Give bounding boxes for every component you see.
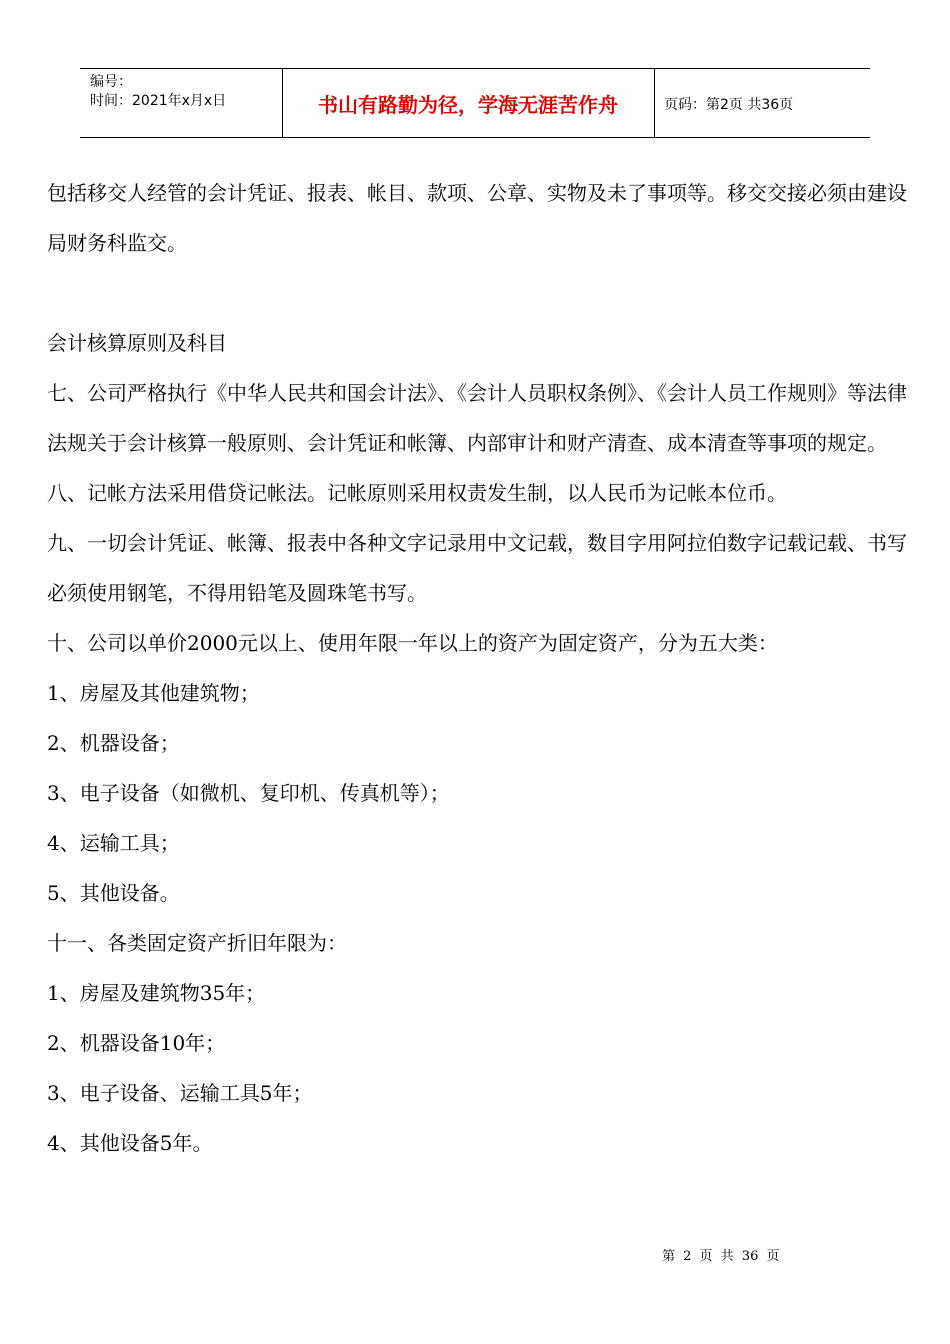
asset-category-1: 1、房屋及其他建筑物；	[47, 681, 260, 705]
asset-category-3: 3、电子设备（如微机、复印机、传真机等）；	[47, 781, 450, 805]
blank-line	[47, 268, 907, 318]
paragraph-9: 九、一切会计凭证、帐簿、报表中各种文字记录用中文记载，数目字用阿拉伯数字记载记载、书写必须使用钢笔，不得用铅笔及圆珠笔书写。	[47, 531, 907, 605]
page-header	[80, 68, 870, 138]
header-meta	[90, 73, 280, 111]
page-footer-number: 第 2 页 共 36 页	[662, 1249, 780, 1264]
paragraph-10: 十、公司以单价2000元以上、使用年限一年以上的资产为固定资产，分为五大类：	[47, 631, 778, 655]
depreciation-item-1: 1、房屋及建筑物35年；	[47, 981, 266, 1005]
paragraph-7: 七、公司严格执行《中华人民共和国会计法》、《会计人员职权条例》、《会计人员工作规则》等法律法规关于会计核算一般原则、会计凭证和帐簿、内部审计和财产清查、成本清查等事项的规定。	[47, 381, 907, 455]
paragraph-8: 八、记帐方法采用借贷记帐法。记帐原则采用权责发生制，以人民币为记帐本位币。	[47, 481, 787, 505]
paragraph-11: 十一、各类固定资产折旧年限为：	[47, 931, 347, 955]
depreciation-item-3: 3、电子设备、运输工具5年；	[47, 1081, 313, 1105]
document-body	[47, 168, 907, 1168]
asset-category-4: 4、运输工具；	[47, 831, 180, 855]
serial-label: 编号：	[90, 74, 132, 90]
depreciation-item-4: 4、其他设备5年。	[47, 1131, 213, 1155]
header-page-info: 页码：第2页 共36页	[664, 97, 794, 113]
depreciation-item-2: 2、机器设备10年；	[47, 1031, 226, 1055]
paragraph-handover: 包括移交人经管的会计凭证、报表、帐目、款项、公章、实物及未了事项等。移交交接必须由建设局财务科监交。	[47, 181, 907, 255]
header-divider-right	[654, 69, 655, 137]
asset-category-5: 5、其他设备。	[47, 881, 180, 905]
time-label: 时间：2021年x月x日	[90, 93, 227, 109]
section-heading: 会计核算原则及科目	[47, 331, 227, 355]
header-motto: 书山有路勤为径，学海无涯苦作舟	[318, 93, 618, 117]
asset-category-2: 2、机器设备；	[47, 731, 180, 755]
